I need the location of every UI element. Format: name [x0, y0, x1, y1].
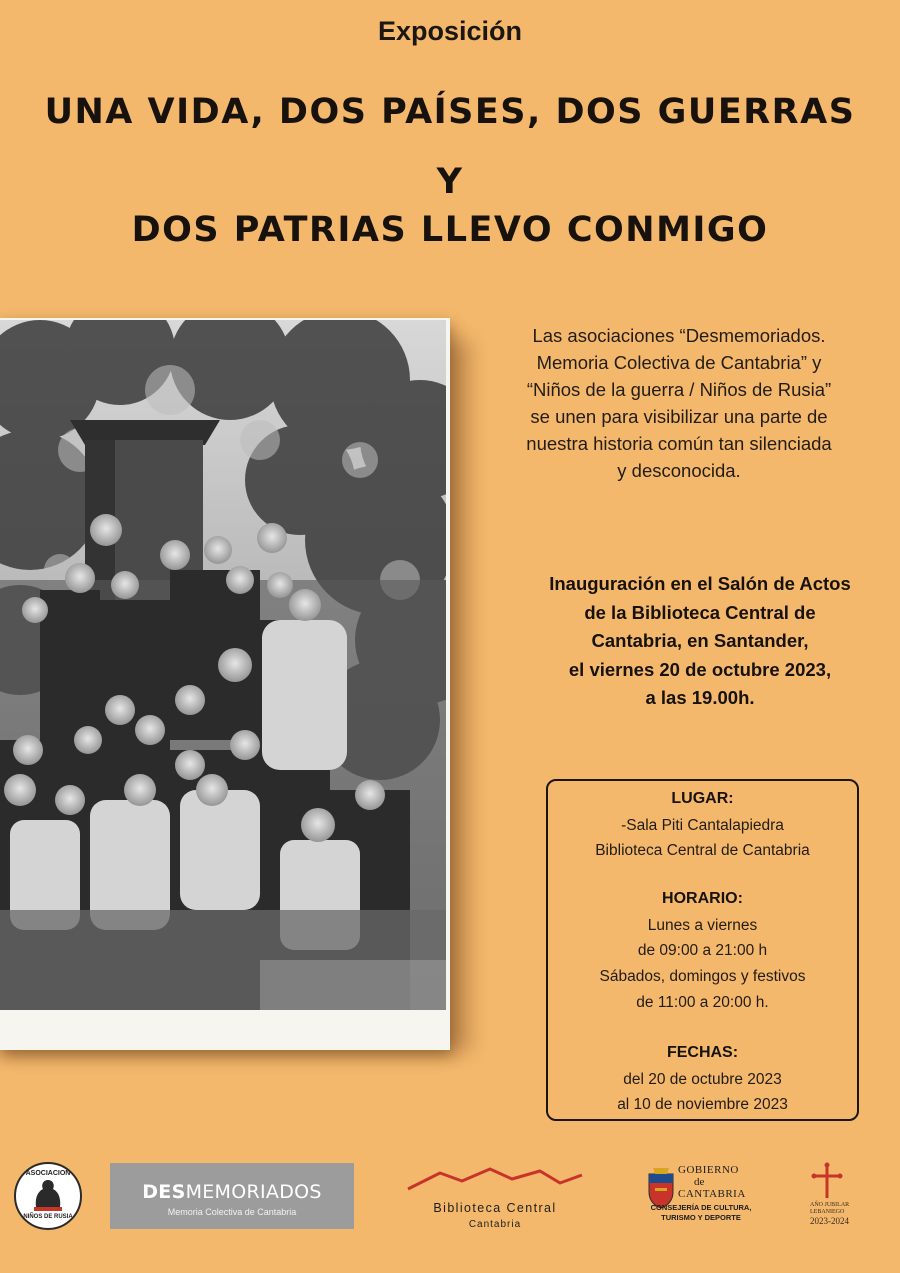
children-group	[0, 514, 446, 1010]
desmemoriados-wordmark	[110, 1181, 354, 1203]
gobierno-line: GOBIERNO	[678, 1164, 739, 1176]
desmemoriados-subtitle: Memoria Colectiva de Cantabria	[167, 1207, 297, 1217]
lebaniego-cross-icon	[808, 1162, 870, 1202]
inauguration-line: de la Biblioteca Central de	[584, 601, 816, 623]
jubilar-line: LEBANIEGO	[810, 1209, 845, 1215]
ninos-logo-top-text: ASOCIACION	[25, 1170, 71, 1177]
intro-line: se unen para visibilizar una parte de	[530, 406, 828, 427]
inauguration-block	[500, 570, 900, 713]
hours-heading: HORARIO:	[662, 890, 743, 907]
inauguration-line: el viernes 20 de octubre 2023,	[568, 658, 832, 680]
desmemoriados-main: MEMORIADOS	[185, 1181, 322, 1203]
desmemoriados-prefix: DES	[142, 1181, 186, 1203]
biblioteca-region: Cantabria	[468, 1219, 522, 1230]
dates-heading: FECHAS:	[666, 1044, 739, 1061]
ninos-logo-bottom-text: NIÑOS DE RUSIA	[23, 1214, 73, 1220]
intro-line: “Niños de la guerra / Niños de Rusia”	[526, 379, 832, 400]
intro-line: Memoria Colectiva de Cantabria” y	[536, 352, 822, 373]
place-line: Biblioteca Central de Cantabria	[595, 842, 810, 859]
biblioteca-name: Biblioteca Central	[433, 1201, 557, 1215]
jubilar-years: 2023-2024	[810, 1216, 849, 1226]
jubilar-line: AÑO JUBILAR	[810, 1202, 850, 1208]
hours-line: Lunes a viernes	[647, 917, 758, 934]
intro-line: Las asociaciones “Desmemoriados.	[532, 325, 826, 346]
exhibition-kicker: Exposición	[377, 16, 523, 46]
title-line-1: UNA VIDA, DOS PAÍSES, DOS GUERRAS	[44, 92, 856, 132]
desmemoriados-logo	[110, 1163, 354, 1229]
place-line: -Sala Piti Cantalapiedra	[621, 817, 784, 834]
dates-line: al 10 de noviembre 2023	[617, 1096, 788, 1113]
gobierno-line: CANTABRIA	[678, 1188, 746, 1200]
hours-line: de 11:00 a 20:00 h.	[636, 994, 769, 1011]
inauguration-line: Cantabria, en Santander,	[591, 630, 809, 651]
hours-line: de 09:00 a 21:00 h	[637, 942, 768, 959]
title-line-2: DOS PATRIAS LLEVO CONMIGO	[131, 210, 769, 250]
dates-line: del 20 de octubre 2023	[623, 1071, 782, 1088]
gobierno-cantabria-logo	[646, 1162, 756, 1238]
intro-line: y desconocida.	[617, 460, 741, 481]
ninos-de-rusia-logo	[14, 1162, 82, 1230]
title-conjunction: Y	[436, 162, 464, 202]
inauguration-line: a las 19.00h.	[645, 687, 755, 708]
consejeria-line: TURISMO Y DEPORTE	[661, 1213, 741, 1222]
place-heading: LUGAR:	[671, 790, 734, 807]
intro-line: nuestra historia común tan silenciada	[526, 433, 832, 454]
historical-group-photo	[0, 320, 446, 1010]
mountain-outline-icon	[400, 1165, 590, 1199]
hours-line: Sábados, domingos y festivos	[599, 968, 806, 985]
ano-jubilar-logo	[808, 1162, 870, 1232]
biblioteca-central-logo	[400, 1165, 590, 1235]
gobierno-line: de	[694, 1176, 705, 1188]
intro-paragraph	[478, 322, 880, 484]
inauguration-line: Inauguración en el Salón de Actos	[549, 573, 851, 594]
consejeria-line: CONSEJERÍA DE CULTURA,	[650, 1203, 752, 1212]
